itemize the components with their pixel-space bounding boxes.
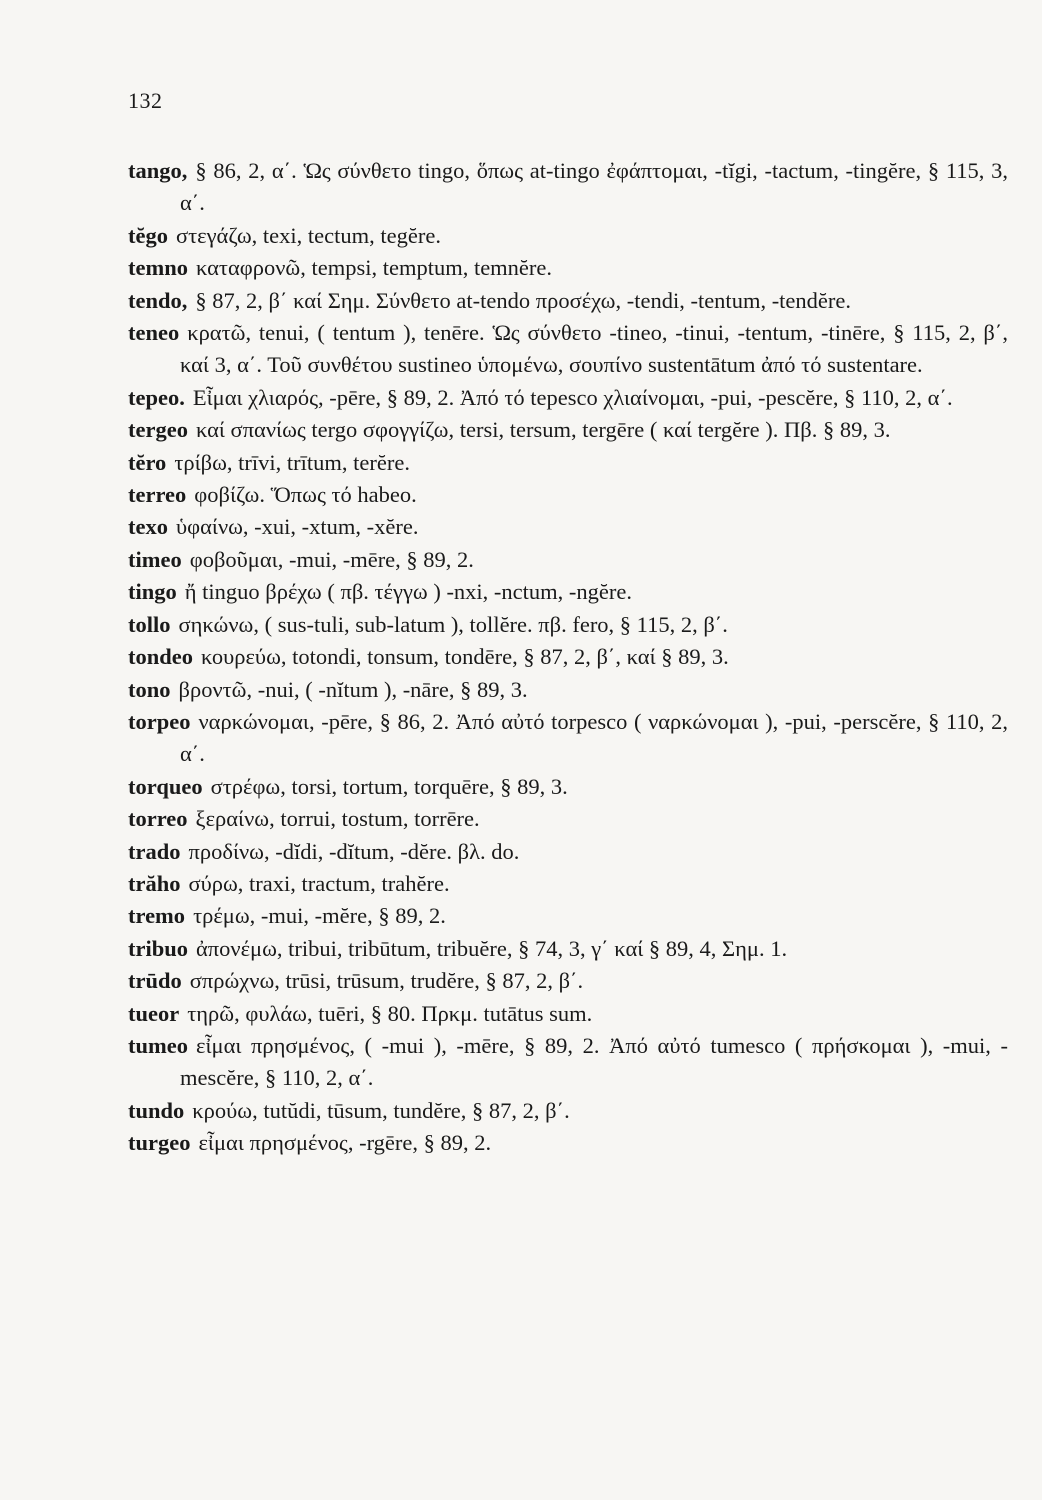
entry-headword: tepeo. (128, 384, 185, 410)
dictionary-entry (128, 641, 1008, 673)
entry-headword: tremo (128, 903, 186, 929)
dictionary-entry (128, 447, 1008, 479)
dictionary-entry (128, 868, 1008, 900)
entry-headword: trūdo (128, 968, 182, 994)
entry-definition: τρίβω, trīvi, trītum, terĕre. (174, 449, 410, 475)
entry-definition: σπρώχνω, trūsi, trūsum, trudĕre, § 87, 2, β΄. (189, 968, 584, 994)
entry-definition: εἶμαι πρησμένος, -rgēre, § 89, 2. (198, 1130, 492, 1156)
entry-headword: tergeo (128, 417, 188, 443)
dictionary-entry (128, 900, 1008, 932)
entry-definition: § 87, 2, β΄ καί Σημ. Σύνθετο at-tendo προσέχω, -tendi, -tentum, -tendĕre. (195, 287, 852, 313)
entry-headword: tundo (128, 1097, 185, 1123)
entry-definition: βροντῶ, -nui, ( -nĭtum ), -nāre, § 89, 3. (178, 676, 528, 702)
entry-definition: προδίνω, -dĭdi, -dĭtum, -dĕre. βλ. do. (188, 838, 520, 864)
entry-definition: φοβίζω. Ὅπως τό habeo. (194, 482, 417, 508)
entry-headword: tingo (128, 579, 177, 605)
dictionary-entry (128, 771, 1008, 803)
dictionary-entry (128, 1095, 1008, 1127)
dictionary-entry (128, 252, 1008, 284)
entry-definition: § 86, 2, α΄. Ὡς σύνθετο tingo, ὅπως at-tingo ἐφάπτομαι, -tĭgi, -tactum, -tingĕre, § 115, 3, α΄. (180, 158, 1008, 216)
dictionary-entry (128, 479, 1008, 511)
entry-definition: Εἶμαι χλιαρός, -pēre, § 89, 2. Ἀπό τό tepesco χλιαίνομαι, -pui, -pescĕre, § 110, 2, α΄. (192, 384, 953, 410)
dictionary-entry (128, 1030, 1008, 1095)
entry-headword: texo (128, 514, 168, 540)
dictionary-entry (128, 803, 1008, 835)
entry-headword: temno (128, 255, 188, 281)
entry-headword: tĕgo (128, 222, 168, 248)
dictionary-entry (128, 933, 1008, 965)
entry-definition: ναρκώνομαι, -pēre, § 86, 2. Ἀπό αὐτό torpesco ( ναρκώνομαι ), -pui, -perscĕre, § 110, 2, α΄. (180, 708, 1008, 767)
entry-definition: κουρεύω, totondi, tonsum, tondēre, § 87, 2, β΄, καί § 89, 3. (201, 644, 729, 670)
entry-definition: σύρω, traxi, tractum, trahĕre. (188, 870, 450, 896)
entry-headword: tendo, (128, 287, 188, 313)
dictionary-entry (128, 155, 1008, 220)
dictionary-entry (128, 511, 1008, 543)
entry-headword: torpeo (128, 708, 191, 734)
dictionary-entry (128, 544, 1008, 576)
entry-definition: κρατῶ, tenui, ( tentum ), tenēre. Ὡς σύνθετο -tineo, -tinui, -tentum, -tinēre, § 115, 2, β΄, καί 3, α΄. Τοῦ συνθέτου sustineo ὑπομένω, σουπίνο sustentātum ἀπό τό sustentare. (180, 320, 1008, 378)
page-number: 132 (128, 88, 163, 113)
entry-definition: εἶμαι πρησμένος, ( -mui ), -mēre, § 89, 2. Ἀπό αὐτό tumesco ( πρήσκομαι ), -mui, -mescĕre, § 110, 2, α΄. (180, 1032, 1008, 1091)
dictionary-entry (128, 998, 1008, 1030)
entry-definition: στρέφω, torsi, tortum, torquēre, § 89, 3. (210, 773, 568, 799)
entry-headword: tono (128, 676, 171, 702)
entry-headword: turgeo (128, 1130, 191, 1156)
entry-headword: trado (128, 838, 181, 864)
entry-headword: tribuo (128, 935, 189, 961)
entry-definition: ξεραίνω, torrui, tostum, torrēre. (195, 806, 480, 832)
entry-headword: tollo (128, 611, 171, 637)
entry-headword: tueor (128, 1000, 180, 1026)
entry-headword: teneo (128, 320, 180, 346)
dictionary-entry (128, 317, 1008, 382)
dictionary-entry (128, 285, 1008, 317)
entry-headword: tumeo (128, 1032, 188, 1058)
entry-headword: timeo (128, 546, 182, 572)
entry-definition: ἀπονέμω, tribui, tribūtum, tribuĕre, § 74, 3, γ΄ καί § 89, 4, Σημ. 1. (196, 935, 788, 961)
dictionary-entry (128, 382, 1008, 414)
entry-headword: tondeo (128, 644, 194, 670)
entry-definition: ἤ tinguo βρέχω ( πβ. τέγγω ) -nxi, -nctum, -ngĕre. (184, 579, 632, 605)
entry-list (128, 155, 1008, 1160)
dictionary-entry (128, 706, 1008, 771)
dictionary-entry (128, 965, 1008, 997)
entry-definition: καταφρονῶ, tempsi, temptum, temnĕre. (196, 255, 553, 281)
entry-definition: στεγάζω, texi, tectum, tegĕre. (175, 222, 441, 248)
entry-definition: τηρῶ, φυλάω, tuēri, § 80. Πρκμ. tutātus sum. (187, 1000, 593, 1026)
entry-headword: trăho (128, 870, 181, 896)
dictionary-entry (128, 1127, 1008, 1159)
entry-definition: φοβοῦμαι, -mui, -mēre, § 89, 2. (189, 546, 474, 572)
dictionary-entry (128, 609, 1008, 641)
dictionary-entry (128, 836, 1008, 868)
entry-definition: τρέμω, -mui, -mĕre, § 89, 2. (193, 903, 446, 929)
dictionary-entry (128, 576, 1008, 608)
entry-headword: terreo (128, 482, 187, 508)
entry-headword: tango, (128, 158, 188, 183)
entry-headword: torreo (128, 806, 188, 832)
entry-definition: κρούω, tutŭdi, tūsum, tundĕre, § 87, 2, β΄. (192, 1097, 570, 1123)
dictionary-entry (128, 674, 1008, 706)
dictionary-entry (128, 220, 1008, 252)
entry-definition: σηκώνω, ( sus-tuli, sub-latum ), tollĕre. πβ. fero, § 115, 2, β΄. (178, 611, 728, 637)
entry-headword: tĕro (128, 449, 167, 475)
entry-headword: torqueo (128, 773, 203, 799)
entry-definition: ὑφαίνω, -xui, -xtum, -xĕre. (175, 514, 419, 540)
dictionary-entry (128, 414, 1008, 446)
entry-definition: καί σπανίως tergo σφογγίζω, tersi, tersum, tergēre ( καί tergĕre ). Πβ. § 89, 3. (195, 417, 891, 443)
